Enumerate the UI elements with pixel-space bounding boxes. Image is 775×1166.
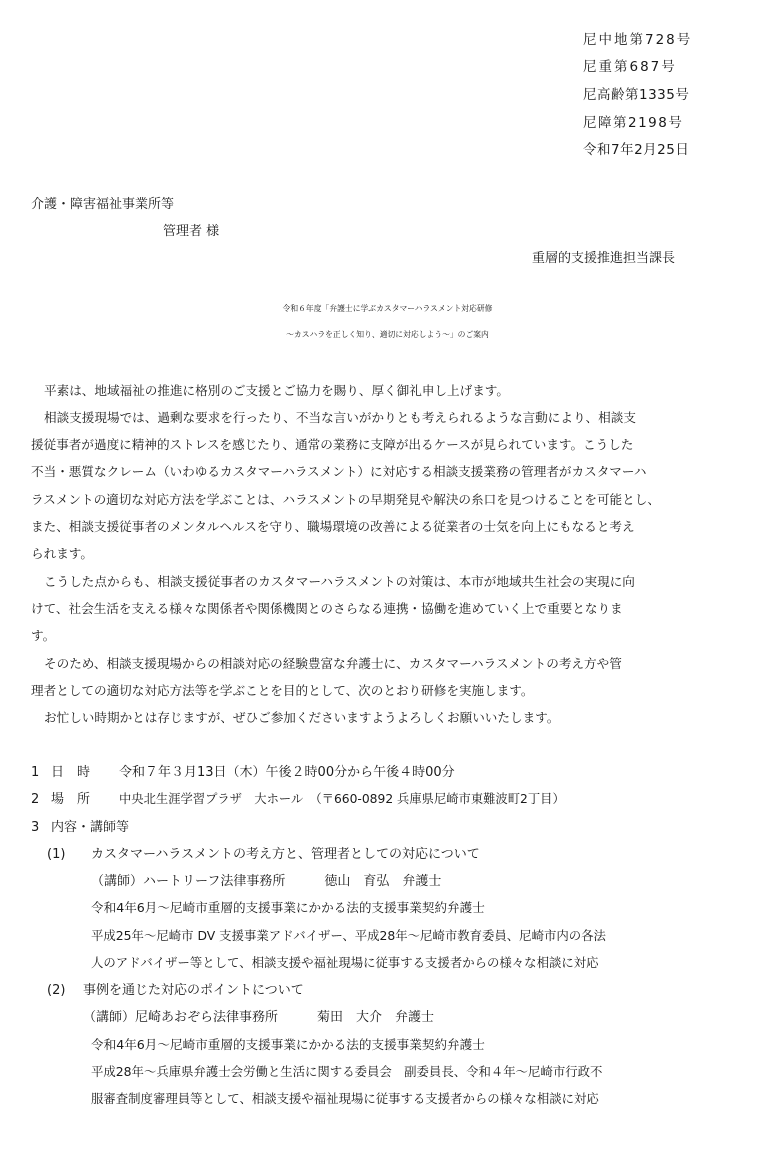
- body-line-5: ラスメントの適切な対応方法を学ぶことは、ハラスメントの早期発見や解決の糸口を見つけることを可能とし、: [31, 492, 660, 507]
- addressee-organization: 介護・障害福祉事業所等: [31, 197, 175, 212]
- session-2-career-1: 令和4年6月～尼崎市重層的支援事業にかかる法的支援事業契約弁護士: [91, 1037, 485, 1052]
- detail-venue-label: 場 所: [51, 792, 91, 807]
- body-line-1: 平素は、地域福祉の推進に格別のご支援とご協力を賜り、厚く御礼申し上げます。: [44, 383, 509, 398]
- body-line-9: けて、社会生活を支える様々な関係者や関係機関とのさらなる連携・協働を進めていく上で重要となりま: [31, 601, 623, 616]
- issue-date: 令和7年2月25日: [583, 142, 690, 158]
- body-line-7: られます。: [31, 546, 93, 561]
- body-line-8: こうした点からも、相談支援従事者のカスタマーハラスメントの対策は、本市が地域共生社会の実現に向: [44, 574, 635, 589]
- session-2-career-3: 服審査制度審理員等として、相談支援や福祉現場に従事する支援者からの様々な相談に対応: [91, 1091, 599, 1106]
- reference-number-4: 尼障第2198号: [583, 115, 684, 131]
- session-2-topic: 事例を通じた対応のポイントについて: [83, 983, 304, 998]
- body-line-6: また、相談支援従事者のメンタルヘルスを守り、職場環境の改善による従業者の士気を向上にもなると考え: [31, 519, 635, 534]
- session-2-number: (2): [47, 983, 66, 998]
- reference-number-2: 尼重第687号: [583, 59, 677, 75]
- body-line-11: そのため、相談支援現場からの相談対応の経験豊富な弁護士に、カスタマーハラスメントの考え方や管: [44, 656, 622, 671]
- reference-number-3: 尼高齢第1335号: [583, 87, 690, 103]
- session-2-career-2: 平成28年～兵庫県弁護士会労働と生活に関する委員会 副委員長、令和４年～尼崎市行政不: [91, 1064, 603, 1079]
- document-title-line-1: 令和６年度「弁護士に学ぶカスタマーハラスメント対応研修: [282, 304, 493, 313]
- detail-content-number: 3: [31, 820, 40, 835]
- detail-date-value: 令和７年３月13日（木）午後２時00分から午後４時00分: [119, 765, 455, 780]
- body-line-12: 理者としての適切な対応方法等を学ぶことを目的として、次のとおり研修を実施します。: [31, 683, 534, 698]
- detail-venue-value: 中央北生涯学習プラザ 大ホール （〒660-0892 兵庫県尼崎市東難波町2丁目）: [119, 792, 565, 806]
- detail-date-label: 日 時: [51, 765, 91, 780]
- session-1-career-1: 令和4年6月～尼崎市重層的支援事業にかかる法的支援事業契約弁護士: [91, 900, 485, 915]
- detail-content-label: 内容・講師等: [51, 820, 130, 835]
- body-line-10: す。: [31, 628, 56, 643]
- session-1-lecturer: （講師）ハートリーフ法律事務所 徳山 育弘 弁護士: [91, 874, 442, 889]
- sender-title: 重層的支援推進担当課長: [532, 251, 676, 266]
- detail-venue-number: 2: [31, 792, 40, 807]
- document-title-line-2: ～カスハラを正しく知り、適切に対応しよう～」のご案内: [286, 330, 489, 339]
- session-2-lecturer: （講師）尼崎あおぞら法律事務所 菊田 大介 弁護士: [83, 1010, 435, 1025]
- body-line-4: 不当・悪質なクレーム（いわゆるカスタマーハラスメント）に対応する相談支援業務の管理者がカスタマーハ: [31, 464, 647, 479]
- addressee-title: 管理者 様: [163, 224, 220, 239]
- reference-number-1: 尼中地第728号: [583, 32, 693, 48]
- session-1-number: (1): [47, 847, 66, 862]
- body-line-13: お忙しい時期かとは存じますが、ぜひご参加くださいますようよろしくお願いいたします。: [44, 710, 560, 725]
- session-1-career-3: 人のアドバイザー等として、相談支援や福祉現場に従事する支援者からの様々な相談に対応: [91, 955, 599, 970]
- detail-date-number: 1: [31, 765, 40, 780]
- body-line-2: 相談支援現場では、過剰な要求を行ったり、不当な言いがかりとも考えられるような言動により、相談支: [44, 410, 636, 425]
- body-line-3: 援従事者が過度に精神的ストレスを感じたり、通常の業務に支障が出るケースが見られています。こうした: [31, 437, 634, 452]
- session-1-career-2: 平成25年～尼崎市 DV 支援事業アドバイザー、平成28年～尼崎市教育委員、尼崎市内の各法: [91, 928, 606, 943]
- session-1-topic: カスタマーハラスメントの考え方と、管理者としての対応について: [91, 847, 480, 862]
